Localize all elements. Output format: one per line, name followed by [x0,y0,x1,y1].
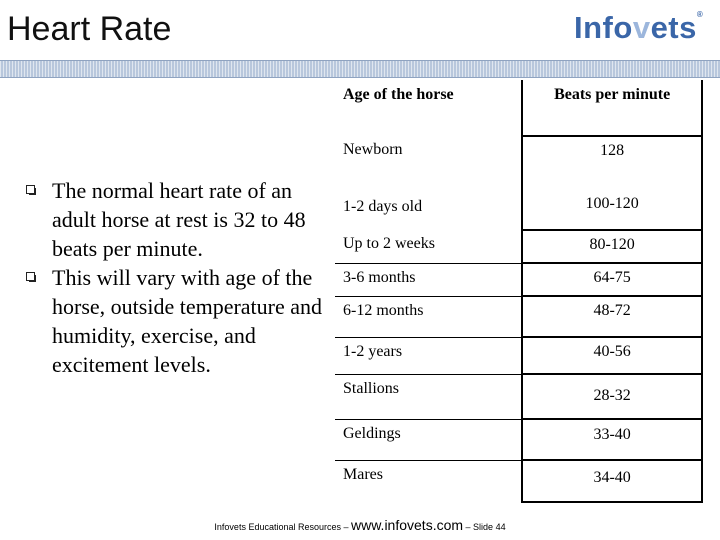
heart-rate-table [335,80,703,503]
beats-cell: 28-32 [522,374,702,419]
table-row [335,296,702,337]
age-cell: 1-2 years [335,337,522,374]
slide-title: Heart Rate [7,10,172,48]
table-row [335,193,702,230]
header-band [0,60,720,78]
header-age: Age of the horse [343,86,454,103]
beats-cell: 33-40 [522,419,702,460]
beats-cell: 64-75 [522,263,702,296]
beats-cell: 40-56 [522,337,702,374]
age-cell: 6-12 months [335,296,522,337]
footer-url[interactable]: www.infovets.com [351,517,464,533]
infovets-logo: Infovets® [574,10,704,45]
beats-cell: 128 [522,136,702,193]
beats-cell: 80-120 [522,230,702,263]
age-cell: 1-2 days old [343,198,423,215]
age-cell: Stallions [335,374,522,419]
footer-suffix: – Slide 44 [463,522,506,532]
bullet-text: This will vary with age of the horse, outside temperature and humidity, exercise, and excitement levels. [52,265,323,377]
table-header-row [335,80,702,136]
age-cell: Up to 2 weeks [335,230,522,263]
table-row [335,263,702,296]
table-row [335,136,702,193]
age-cell: Geldings [335,419,522,460]
slide-footer [0,517,720,533]
header-beats: Beats per minute [522,80,702,136]
table-row [335,460,702,502]
age-cell: Newborn [343,141,403,158]
table-row [335,419,702,460]
beats-cell: 48-72 [522,296,702,337]
table-row [335,230,702,263]
beats-cell: 100-120 [522,193,702,230]
bullet-list [26,176,326,379]
table-row [335,374,702,419]
square-bullet-icon [26,272,35,281]
age-cell: Mares [343,465,383,483]
table-row [335,337,702,374]
footer-prefix: Infovets Educational Resources – [214,522,351,532]
beats-cell: 34-40 [522,460,702,502]
bullet-item [26,263,326,379]
square-bullet-icon [26,185,35,194]
bullet-item [26,176,326,263]
bullet-text: The normal heart rate of an adult horse at rest is 32 to 48 beats per minute. [52,178,306,261]
age-cell: 3-6 months [335,263,522,296]
